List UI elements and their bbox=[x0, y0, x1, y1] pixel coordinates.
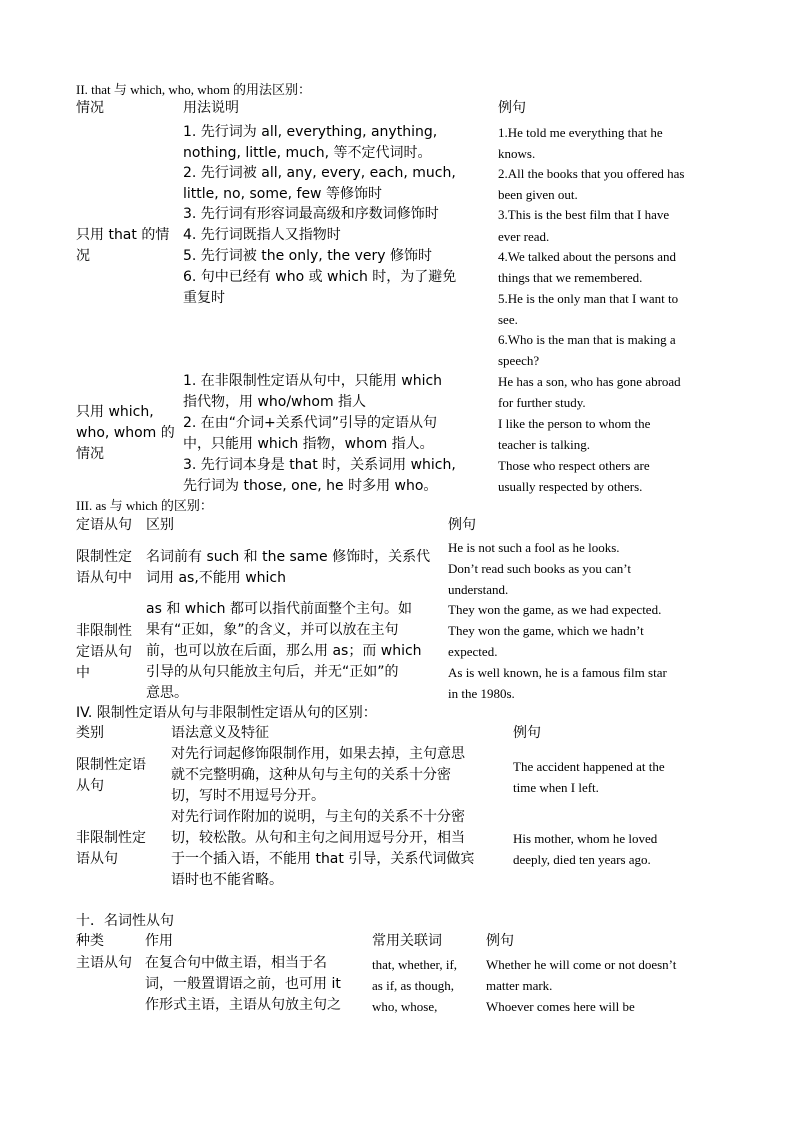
diff-line: 引导的从句只能放主句后，并无“正如”的 bbox=[146, 664, 399, 680]
function-line: 在复合句中做主语，相当于名 bbox=[145, 955, 327, 971]
example-line: speech? bbox=[498, 353, 540, 368]
diff-line: 前，也可以放在后面，那么用 as；而 which bbox=[146, 643, 422, 659]
header-connectives: 常用关联词 bbox=[372, 933, 442, 949]
example-line: 1.He told me everything that he bbox=[498, 125, 663, 140]
section-10-title: 十．名词性从句 bbox=[76, 913, 174, 929]
example-line: time when I left. bbox=[513, 780, 599, 795]
example-line: things that we remembered. bbox=[498, 270, 643, 285]
example-line: see. bbox=[498, 312, 518, 327]
function-line: 作形式主语，主语从句放主句之 bbox=[145, 997, 341, 1013]
header-example: 例句 bbox=[486, 933, 514, 949]
example-line: teacher is talking. bbox=[498, 437, 591, 452]
example-line: for further study. bbox=[498, 395, 586, 410]
function-line: 词，一般置谓语之前，也可用 it bbox=[145, 976, 341, 992]
section-ii-title: II. that 与 which, who, whom 的用法区别： bbox=[76, 82, 312, 97]
diff-line: 意思。 bbox=[146, 685, 188, 701]
example-line: They won the game, which we hadn’t bbox=[448, 623, 644, 638]
meaning-line: 语时也不能省略。 bbox=[171, 872, 283, 888]
example-line: 5.He is the only man that I want to bbox=[498, 291, 679, 306]
section-iii-title: III. as 与 which 的区别： bbox=[76, 498, 213, 513]
example-line: I like the person to whom the bbox=[498, 416, 651, 431]
header-example: 例句 bbox=[498, 100, 526, 116]
example-line: ever read. bbox=[498, 229, 550, 244]
header-kind: 种类 bbox=[76, 933, 104, 949]
usage-line: 先行词为 those, one, he 时多用 who。 bbox=[183, 478, 438, 494]
header-situation: 情况 bbox=[76, 100, 104, 116]
example-line: expected. bbox=[448, 644, 498, 659]
header-usage: 用法说明 bbox=[183, 100, 239, 116]
meaning-line: 切，写时不用逗号分开。 bbox=[171, 788, 325, 804]
example-line: Those who respect others are bbox=[498, 458, 650, 473]
subject-clause-label: 主语从句 bbox=[76, 955, 132, 971]
usage-line: 6. 句中已经有 who 或 which 时，为了避免 bbox=[183, 269, 457, 285]
header-meaning: 语法意义及特征 bbox=[171, 725, 269, 741]
example-line: He has a son, who has gone abroad bbox=[498, 374, 681, 389]
header-diff: 区别 bbox=[146, 517, 174, 533]
usage-line: little, no, some, few 等修饰时 bbox=[183, 186, 382, 202]
meaning-line: 切，较松散。从句和主句之间用逗号分开，相当 bbox=[171, 830, 465, 846]
meaning-line: 对先行词作附加的说明，与主句的关系不十分密 bbox=[171, 809, 465, 825]
example-line: matter mark. bbox=[486, 978, 553, 993]
restrictive-type: 限制性定语 bbox=[76, 757, 146, 773]
example-line: Don’t read such books as you can’t bbox=[448, 561, 631, 576]
example-line: 6.Who is the man that is making a bbox=[498, 332, 676, 347]
example-line: usually respected by others. bbox=[498, 479, 643, 494]
diff-line: 果有“正如，象”的含义，并可以放在主句 bbox=[146, 622, 399, 638]
usage-line: 2. 在由“介词+关系代词”引导的定语从句 bbox=[183, 415, 438, 431]
meaning-line: 于一个插入语，不能用 that 引导，关系代词做宾 bbox=[171, 851, 475, 867]
example-line: Whoever comes here will be bbox=[486, 999, 635, 1014]
example-line: As is well known, he is a famous film star bbox=[448, 665, 667, 680]
example-line: He is not such a fool as he looks. bbox=[448, 540, 620, 555]
header-example: 例句 bbox=[448, 517, 476, 533]
connective-line: that, whether, if, bbox=[372, 957, 458, 972]
nonrestrictive-type: 语从句 bbox=[76, 851, 118, 867]
meaning-line: 对先行词起修饰限制作用，如果去掉，主句意思 bbox=[171, 746, 465, 762]
nonrestrictive-label: 定语从句 bbox=[76, 644, 132, 660]
diff-line: 词用 as,不能用 which bbox=[146, 570, 287, 586]
diff-line: 名词前有 such 和 the same 修饰时，关系代 bbox=[146, 549, 431, 565]
example-line: Whether he will come or not doesn’t bbox=[486, 957, 677, 972]
usage-line: 3. 先行词本身是 that 时，关系词用 which, bbox=[183, 457, 456, 473]
usage-line: 2. 先行词被 all, any, every, each, much, bbox=[183, 165, 456, 181]
example-line: deeply, died ten years ago. bbox=[513, 852, 651, 867]
only-which-label: 只用 which, bbox=[76, 404, 154, 420]
usage-line: 5. 先行词被 the only, the very 修饰时 bbox=[183, 248, 433, 264]
example-line: 4.We talked about the persons and bbox=[498, 249, 677, 264]
usage-line: nothing, little, much, 等不定代词时。 bbox=[183, 145, 432, 161]
meaning-line: 就不完整明确，这种从句与主句的关系十分密 bbox=[171, 767, 451, 783]
only-which-label: 情况 bbox=[76, 446, 104, 462]
header-type: 类别 bbox=[76, 725, 104, 741]
nonrestrictive-type: 非限制性定 bbox=[76, 830, 146, 846]
only-that-label: 况 bbox=[76, 248, 90, 264]
restrictive-label: 限制性定 bbox=[76, 549, 132, 565]
usage-line: 1. 先行词为 all, everything, anything, bbox=[183, 124, 438, 140]
nonrestrictive-label: 非限制性 bbox=[76, 623, 132, 639]
usage-line: 3. 先行词有形容词最高级和序数词修饰时 bbox=[183, 206, 439, 222]
example-line: They won the game, as we had expected. bbox=[448, 602, 662, 617]
usage-line: 1. 在非限制性定语从句中，只能用 which bbox=[183, 373, 443, 389]
usage-line: 中，只能用 which 指物，whom 指人。 bbox=[183, 436, 434, 452]
only-that-label: 只用 that 的情 bbox=[76, 227, 170, 243]
example-line: 3.This is the best film that I have bbox=[498, 207, 670, 222]
restrictive-label: 语从句中 bbox=[76, 570, 132, 586]
example-line: 2.All the books that you offered has bbox=[498, 166, 685, 181]
header-function: 作用 bbox=[145, 933, 173, 949]
example-line: been given out. bbox=[498, 187, 578, 202]
header-example: 例句 bbox=[513, 725, 541, 741]
diff-line: as 和 which 都可以指代前面整个主句。如 bbox=[146, 601, 413, 617]
example-line: His mother, whom he loved bbox=[513, 831, 658, 846]
connective-line: who, whose, bbox=[372, 999, 438, 1014]
header-clause: 定语从句 bbox=[76, 517, 132, 533]
section-iv-title: IV. 限制性定语从句与非限制性定语从句的区别： bbox=[76, 705, 377, 721]
example-line: understand. bbox=[448, 582, 509, 597]
usage-line: 指代物，用 who/whom 指人 bbox=[183, 394, 367, 410]
usage-line: 重复时 bbox=[183, 290, 225, 306]
only-which-label: who, whom 的 bbox=[76, 425, 175, 441]
usage-line: 4. 先行词既指人又指物时 bbox=[183, 227, 341, 243]
example-line: The accident happened at the bbox=[513, 759, 665, 774]
restrictive-type: 从句 bbox=[76, 778, 104, 794]
nonrestrictive-label: 中 bbox=[76, 665, 90, 681]
example-line: in the 1980s. bbox=[448, 686, 515, 701]
example-line: knows. bbox=[498, 146, 536, 161]
connective-line: as if, as though, bbox=[372, 978, 454, 993]
